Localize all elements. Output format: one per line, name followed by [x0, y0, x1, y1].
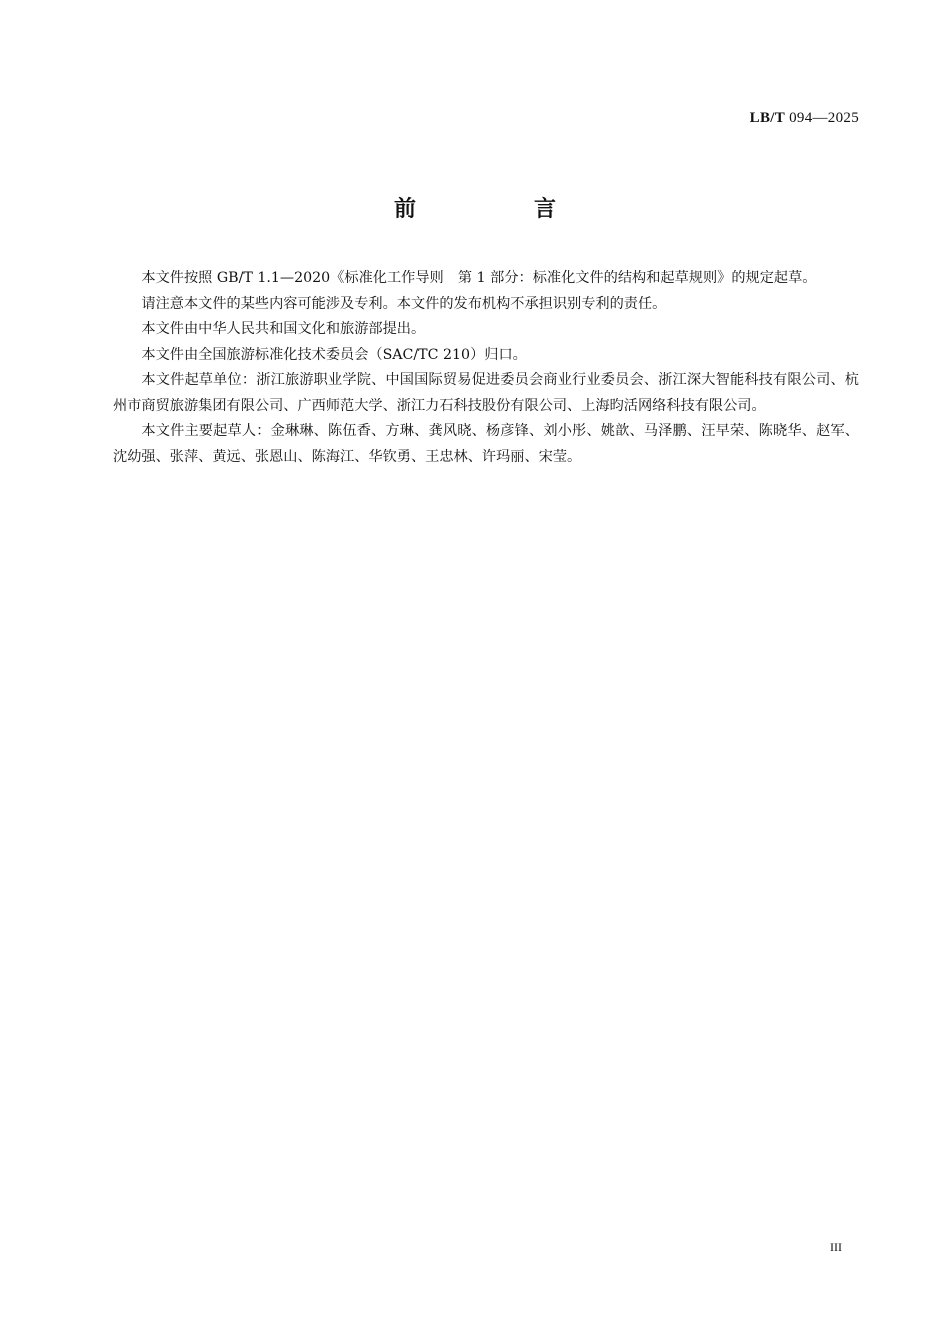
foreword-body — [113, 266, 859, 470]
paragraph-committee: 本文件由全国旅游标准化技术委员会（SAC/TC 210）归口。 — [141, 346, 527, 363]
page-number: III — [830, 1240, 842, 1254]
page-title: 前 言 — [393, 197, 604, 222]
standard-number: 094—2025 — [789, 110, 859, 126]
paragraph-drafting-units: 本文件起草单位：浙江旅游职业学院、中国国际贸易促进委员会商业行业委员会、浙江深大智能科技有限公司、杭州市商贸旅游集团有限公司、广西师范大学、浙江力石科技股份有限公司、上海昀活网络科技有限公司。 — [113, 372, 859, 414]
standard-code — [750, 110, 859, 127]
paragraph-drafting-rules: 本文件按照 GB/T 1.1—2020《标准化工作导则 第 1 部分：标准化文件的结构和起草规则》的规定起草。 — [141, 270, 817, 286]
standard-prefix: LB/T — [749, 110, 786, 126]
paragraph-proposer: 本文件由中华人民共和国文化和旅游部提出。 — [141, 321, 426, 337]
paragraph-drafters: 本文件主要起草人：金琳琳、陈伍香、方琳、龚风晓、杨彦锋、刘小彤、姚歆、马泽鹏、汪早荣、陈晓华、赵军、沈幼强、张萍、黄远、张恩山、陈海江、华钦勇、王忠林、许玛丽、宋莹。 — [113, 423, 859, 465]
paragraph-patent-notice: 请注意本文件的某些内容可能涉及专利。本文件的发布机构不承担识别专利的责任。 — [141, 295, 667, 312]
